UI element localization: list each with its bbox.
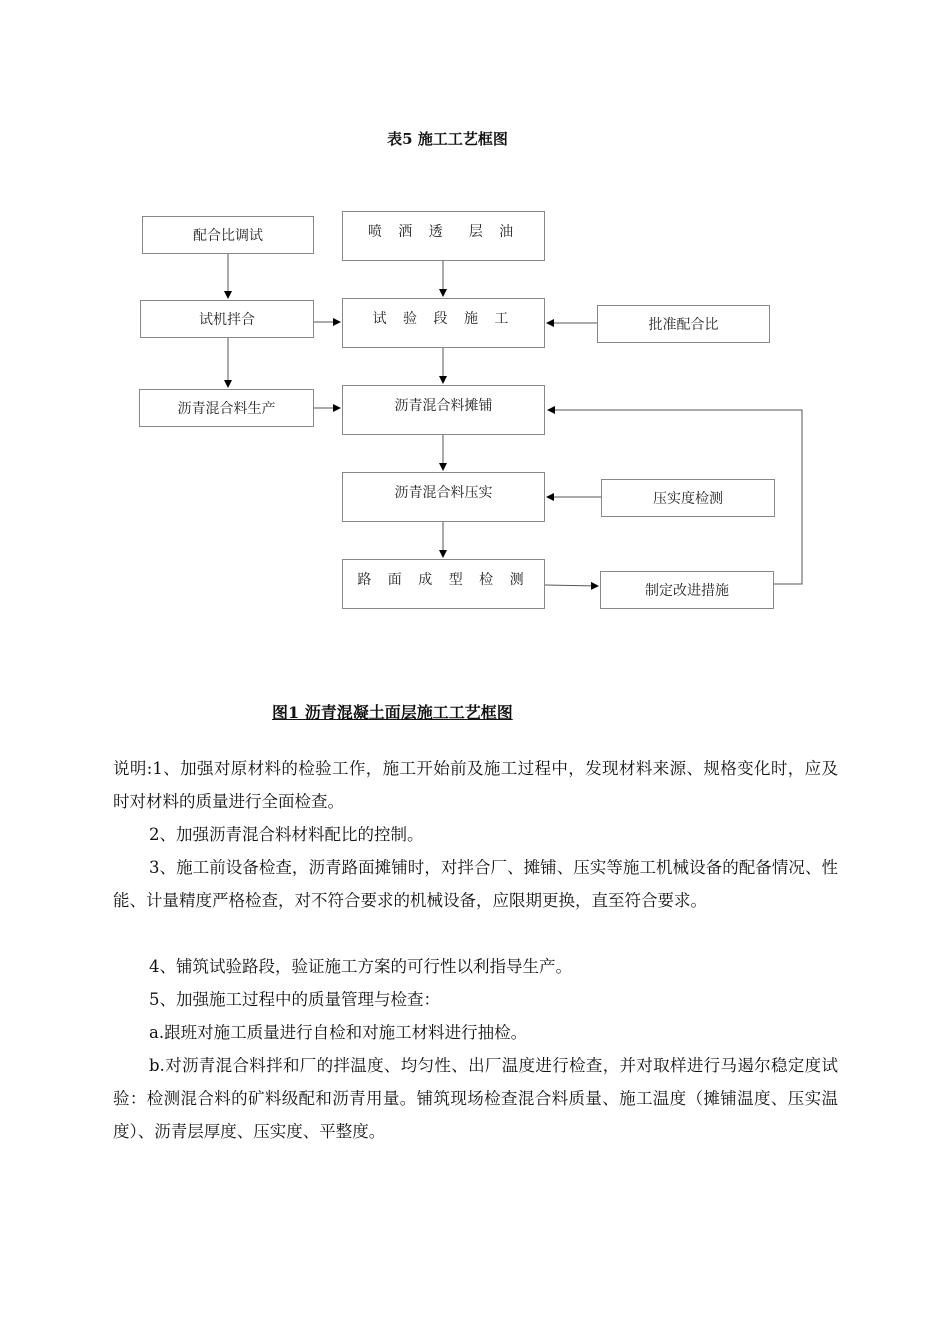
note-2: 2、加强沥青混合料材料配比的控制。 — [149, 825, 424, 844]
note-4: 4、铺筑试验路段，验证施工方案的可行性以利指导生产。 — [149, 957, 572, 976]
box-improvement: 制定改进措施 — [600, 571, 774, 609]
box-paving: 沥青混合料摊铺 — [342, 385, 545, 435]
table-title: 表5 施工工艺框图 — [387, 130, 508, 148]
note-1: 说明:1、加强对原材料的检验工作，施工开始前及施工过程中，发现材料来源、规格变化时，应及时对材料的质量进行全面检查。 — [113, 759, 838, 811]
box-trial-section: 试 验 段 施 工 — [342, 298, 545, 348]
note-3: 3、施工前设备检查，沥青路面摊铺时，对拌合厂、摊铺、压实等施工机械设备的配备情况、性能、计量精度严格检查，对不符合要求的机械设备，应限期更换，直至符合要求。 — [113, 858, 838, 910]
note-5a: a.跟班对施工质量进行自检和对施工材料进行抽检。 — [149, 1023, 528, 1042]
note-5: 5、加强施工过程中的质量管理与检查： — [149, 990, 440, 1009]
box-density-check: 压实度检测 — [601, 479, 775, 517]
box-approve-mix: 批准配合比 — [597, 305, 770, 343]
note-5b: b.对沥青混合料拌和厂的拌温度、均匀性、出厂温度进行检查，并对取样进行马遏尔稳定度试验：检测混合料的矿料级配和沥青用量。铺筑现场检查混合料质量、施工温度（摊铺温度、压实温度）、沥青层厚度、压实度、平整度。 — [113, 1056, 838, 1141]
box-compaction: 沥青混合料压实 — [342, 472, 545, 522]
box-road-check: 路 面 成 型 检 测 — [342, 559, 545, 609]
box-trial-mix: 试机拌合 — [140, 300, 314, 338]
arrow-roadcheck-to-improvement — [545, 585, 598, 586]
figure-caption: 图1 沥青混凝土面层施工工艺框图 — [272, 703, 513, 722]
box-prime-coat: 喷 洒 透 层 油 — [342, 211, 545, 261]
box-mix-debug: 配合比调试 — [142, 216, 314, 254]
box-asphalt-production: 沥青混合料生产 — [139, 389, 314, 427]
